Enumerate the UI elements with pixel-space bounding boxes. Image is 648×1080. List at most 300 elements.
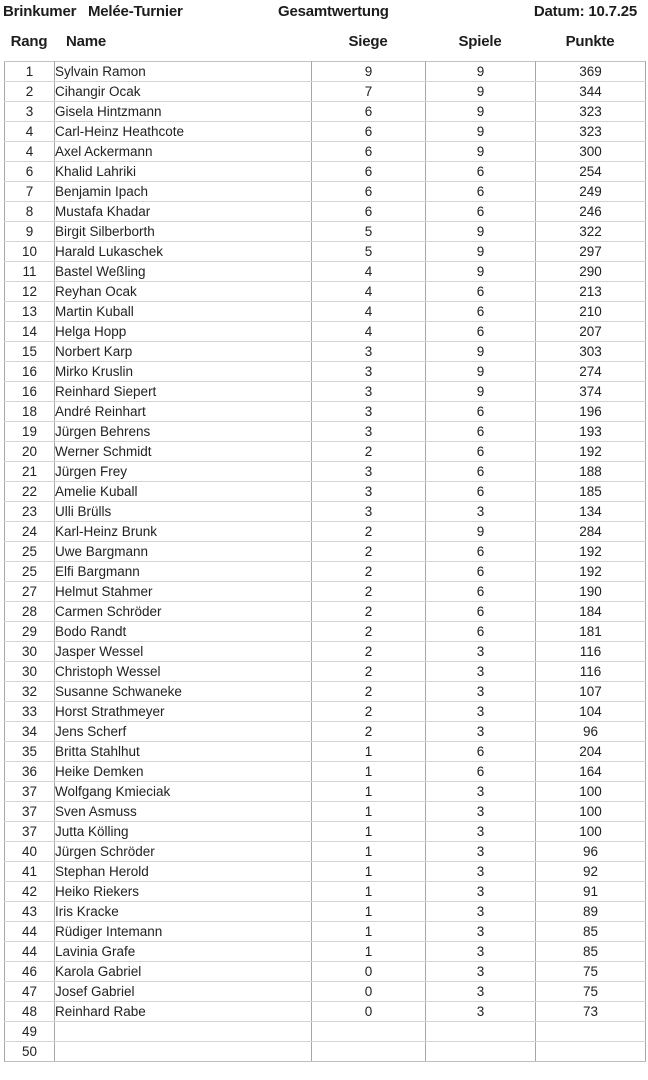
cell-name: Harald Lukaschek	[55, 242, 312, 262]
table-row	[5, 922, 646, 942]
cell-siege: 3	[312, 402, 426, 422]
cell-spiele: 6	[426, 622, 536, 642]
table-row	[5, 642, 646, 662]
cell-spiele: 6	[426, 282, 536, 302]
cell-spiele: 9	[426, 222, 536, 242]
sheet-title: Gesamtwertung	[278, 3, 389, 20]
cell-siege: 3	[312, 382, 426, 402]
cell-rang: 16	[5, 362, 55, 382]
cell-spiele: 3	[426, 722, 536, 742]
cell-spiele: 3	[426, 682, 536, 702]
cell-rang: 9	[5, 222, 55, 242]
cell-punkte: 107	[536, 682, 646, 702]
cell-rang: 34	[5, 722, 55, 742]
table-row	[5, 302, 646, 322]
cell-name: Mustafa Khadar	[55, 202, 312, 222]
cell-name: Martin Kuball	[55, 302, 312, 322]
cell-siege: 4	[312, 302, 426, 322]
cell-siege: 2	[312, 702, 426, 722]
cell-siege: 9	[312, 62, 426, 82]
cell-punkte: 192	[536, 562, 646, 582]
cell-spiele: 3	[426, 882, 536, 902]
cell-spiele: 3	[426, 1002, 536, 1022]
cell-name: Karl-Heinz Brunk	[55, 522, 312, 542]
cell-punkte: 274	[536, 362, 646, 382]
cell-name: Stephan Herold	[55, 862, 312, 882]
cell-spiele: 6	[426, 202, 536, 222]
cell-spiele	[426, 1042, 536, 1062]
cell-punkte: 249	[536, 182, 646, 202]
cell-spiele: 3	[426, 782, 536, 802]
cell-punkte: 196	[536, 402, 646, 422]
cell-rang: 44	[5, 942, 55, 962]
table-row	[5, 722, 646, 742]
cell-name: Sven Asmuss	[55, 802, 312, 822]
cell-siege: 3	[312, 482, 426, 502]
cell-spiele: 9	[426, 62, 536, 82]
cell-punkte: 284	[536, 522, 646, 542]
cell-siege: 5	[312, 242, 426, 262]
cell-siege: 1	[312, 882, 426, 902]
cell-siege	[312, 1042, 426, 1062]
cell-spiele: 6	[426, 482, 536, 502]
cell-punkte: 96	[536, 722, 646, 742]
cell-name: Gisela Hintzmann	[55, 102, 312, 122]
cell-name: Amelie Kuball	[55, 482, 312, 502]
cell-punkte: 184	[536, 602, 646, 622]
cell-rang: 19	[5, 422, 55, 442]
cell-punkte: 192	[536, 542, 646, 562]
cell-rang: 28	[5, 602, 55, 622]
cell-punkte: 246	[536, 202, 646, 222]
cell-siege: 4	[312, 262, 426, 282]
table-row	[5, 162, 646, 182]
cell-name: Carl-Heinz Heathcote	[55, 122, 312, 142]
cell-name: Khalid Lahriki	[55, 162, 312, 182]
cell-punkte: 322	[536, 222, 646, 242]
table-row	[5, 742, 646, 762]
table-row	[5, 802, 646, 822]
cell-spiele: 6	[426, 162, 536, 182]
cell-punkte: 254	[536, 162, 646, 182]
cell-rang: 4	[5, 122, 55, 142]
cell-rang: 29	[5, 622, 55, 642]
cell-spiele: 3	[426, 502, 536, 522]
cell-punkte: 290	[536, 262, 646, 282]
cell-spiele: 6	[426, 422, 536, 442]
cell-spiele: 6	[426, 562, 536, 582]
cell-name: Sylvain Ramon	[55, 62, 312, 82]
cell-siege: 0	[312, 1002, 426, 1022]
cell-rang: 33	[5, 702, 55, 722]
cell-rang: 21	[5, 462, 55, 482]
table-row	[5, 942, 646, 962]
cell-name: Cihangir Ocak	[55, 82, 312, 102]
cell-siege: 3	[312, 422, 426, 442]
table-row	[5, 242, 646, 262]
table-row	[5, 542, 646, 562]
cell-name: Jasper Wessel	[55, 642, 312, 662]
cell-spiele: 6	[426, 602, 536, 622]
standings-table	[4, 61, 646, 1062]
cell-rang: 24	[5, 522, 55, 542]
cell-name: Birgit Silberborth	[55, 222, 312, 242]
cell-siege: 3	[312, 342, 426, 362]
table-row	[5, 522, 646, 542]
cell-rang: 46	[5, 962, 55, 982]
cell-rang: 43	[5, 902, 55, 922]
cell-siege: 3	[312, 462, 426, 482]
cell-name: Uwe Bargmann	[55, 542, 312, 562]
cell-siege: 1	[312, 922, 426, 942]
cell-rang: 18	[5, 402, 55, 422]
cell-spiele: 9	[426, 242, 536, 262]
cell-name: Karola Gabriel	[55, 962, 312, 982]
cell-punkte: 134	[536, 502, 646, 522]
cell-name: Jürgen Behrens	[55, 422, 312, 442]
table-row	[5, 842, 646, 862]
cell-punkte: 300	[536, 142, 646, 162]
cell-punkte: 85	[536, 922, 646, 942]
table-row	[5, 82, 646, 102]
cell-punkte: 207	[536, 322, 646, 342]
cell-rang: 37	[5, 822, 55, 842]
cell-siege: 1	[312, 802, 426, 822]
cell-rang: 13	[5, 302, 55, 322]
cell-punkte: 213	[536, 282, 646, 302]
table-row	[5, 762, 646, 782]
table-row	[5, 282, 646, 302]
cell-spiele: 3	[426, 962, 536, 982]
table-row	[5, 902, 646, 922]
column-header-spiele: Spiele	[458, 33, 502, 50]
cell-spiele: 6	[426, 402, 536, 422]
cell-punkte: 100	[536, 782, 646, 802]
table-row	[5, 102, 646, 122]
cell-name: Josef Gabriel	[55, 982, 312, 1002]
cell-spiele: 9	[426, 82, 536, 102]
cell-punkte: 193	[536, 422, 646, 442]
cell-name: Ulli Brülls	[55, 502, 312, 522]
cell-name: Heiko Riekers	[55, 882, 312, 902]
cell-punkte: 100	[536, 802, 646, 822]
cell-name: Jürgen Frey	[55, 462, 312, 482]
table-row	[5, 262, 646, 282]
cell-spiele: 3	[426, 902, 536, 922]
cell-rang: 2	[5, 82, 55, 102]
table-row	[5, 202, 646, 222]
table-row	[5, 402, 646, 422]
cell-rang: 11	[5, 262, 55, 282]
cell-punkte: 96	[536, 842, 646, 862]
cell-punkte: 374	[536, 382, 646, 402]
cell-spiele: 6	[426, 182, 536, 202]
cell-punkte: 323	[536, 102, 646, 122]
cell-spiele: 3	[426, 862, 536, 882]
cell-siege	[312, 1022, 426, 1042]
cell-name: Christoph Wessel	[55, 662, 312, 682]
table-row	[5, 962, 646, 982]
cell-name	[55, 1042, 312, 1062]
cell-spiele	[426, 1022, 536, 1042]
table-row	[5, 322, 646, 342]
cell-punkte: 303	[536, 342, 646, 362]
table-row	[5, 782, 646, 802]
cell-punkte: 89	[536, 902, 646, 922]
cell-name: Norbert Karp	[55, 342, 312, 362]
cell-rang: 15	[5, 342, 55, 362]
cell-siege: 1	[312, 862, 426, 882]
cell-siege: 2	[312, 662, 426, 682]
cell-spiele: 6	[426, 302, 536, 322]
cell-siege: 1	[312, 762, 426, 782]
cell-name: Wolfgang Kmieciak	[55, 782, 312, 802]
cell-punkte: 85	[536, 942, 646, 962]
cell-rang: 37	[5, 802, 55, 822]
cell-siege: 2	[312, 522, 426, 542]
cell-punkte: 344	[536, 82, 646, 102]
cell-rang: 8	[5, 202, 55, 222]
cell-name: Lavinia Grafe	[55, 942, 312, 962]
cell-name: Horst Strathmeyer	[55, 702, 312, 722]
table-row	[5, 502, 646, 522]
cell-name: Jutta Kölling	[55, 822, 312, 842]
cell-siege: 1	[312, 902, 426, 922]
table-row	[5, 222, 646, 242]
cell-punkte: 185	[536, 482, 646, 502]
cell-name: Helmut Stahmer	[55, 582, 312, 602]
cell-punkte: 190	[536, 582, 646, 602]
cell-rang: 50	[5, 1042, 55, 1062]
date-label: Datum: 10.7.25	[533, 3, 637, 20]
cell-siege: 6	[312, 202, 426, 222]
cell-name: Helga Hopp	[55, 322, 312, 342]
cell-rang: 35	[5, 742, 55, 762]
cell-name: Werner Schmidt	[55, 442, 312, 462]
cell-rang: 7	[5, 182, 55, 202]
cell-punkte: 192	[536, 442, 646, 462]
cell-spiele: 3	[426, 662, 536, 682]
cell-punkte: 116	[536, 662, 646, 682]
table-row	[5, 362, 646, 382]
cell-spiele: 9	[426, 102, 536, 122]
table-row	[5, 822, 646, 842]
cell-siege: 4	[312, 322, 426, 342]
cell-name: Reyhan Ocak	[55, 282, 312, 302]
cell-spiele: 3	[426, 642, 536, 662]
cell-rang: 42	[5, 882, 55, 902]
cell-punkte	[536, 1042, 646, 1062]
cell-siege: 2	[312, 602, 426, 622]
cell-rang: 48	[5, 1002, 55, 1022]
cell-siege: 2	[312, 562, 426, 582]
cell-punkte: 204	[536, 742, 646, 762]
cell-name: Britta Stahlhut	[55, 742, 312, 762]
cell-rang: 16	[5, 382, 55, 402]
cell-rang: 20	[5, 442, 55, 462]
cell-spiele: 3	[426, 942, 536, 962]
cell-rang: 4	[5, 142, 55, 162]
cell-siege: 6	[312, 162, 426, 182]
cell-spiele: 6	[426, 762, 536, 782]
cell-rang: 3	[5, 102, 55, 122]
cell-spiele: 3	[426, 702, 536, 722]
cell-punkte: 75	[536, 962, 646, 982]
cell-rang: 41	[5, 862, 55, 882]
cell-spiele: 9	[426, 362, 536, 382]
cell-siege: 1	[312, 822, 426, 842]
cell-siege: 2	[312, 542, 426, 562]
table-row	[5, 582, 646, 602]
cell-spiele: 9	[426, 522, 536, 542]
cell-rang: 25	[5, 542, 55, 562]
cell-spiele: 6	[426, 742, 536, 762]
cell-siege: 4	[312, 282, 426, 302]
cell-spiele: 3	[426, 842, 536, 862]
cell-name: Jens Scherf	[55, 722, 312, 742]
cell-rang: 12	[5, 282, 55, 302]
table-row	[5, 662, 646, 682]
table-row	[5, 982, 646, 1002]
cell-rang: 1	[5, 62, 55, 82]
cell-spiele: 9	[426, 382, 536, 402]
cell-siege: 2	[312, 642, 426, 662]
cell-rang: 23	[5, 502, 55, 522]
cell-rang: 44	[5, 922, 55, 942]
cell-name: Mirko Kruslin	[55, 362, 312, 382]
table-row	[5, 182, 646, 202]
cell-siege: 2	[312, 722, 426, 742]
cell-punkte: 369	[536, 62, 646, 82]
cell-name: Bodo Randt	[55, 622, 312, 642]
tournament-name-part1: Brinkumer	[3, 3, 77, 20]
column-header-siege: Siege	[348, 33, 388, 50]
cell-spiele: 3	[426, 982, 536, 1002]
cell-siege: 5	[312, 222, 426, 242]
cell-spiele: 6	[426, 462, 536, 482]
cell-siege: 2	[312, 442, 426, 462]
cell-siege: 6	[312, 102, 426, 122]
cell-punkte: 164	[536, 762, 646, 782]
cell-punkte: 92	[536, 862, 646, 882]
cell-punkte: 181	[536, 622, 646, 642]
table-row	[5, 122, 646, 142]
column-header-rang: Rang	[10, 33, 48, 50]
cell-siege: 6	[312, 182, 426, 202]
cell-spiele: 6	[426, 322, 536, 342]
cell-name: Bastel Weßling	[55, 262, 312, 282]
tournament-name-part2: Melée-Turnier	[88, 3, 183, 20]
cell-siege: 3	[312, 502, 426, 522]
cell-rang: 6	[5, 162, 55, 182]
cell-rang: 32	[5, 682, 55, 702]
table-row	[5, 882, 646, 902]
cell-siege: 0	[312, 962, 426, 982]
cell-spiele: 3	[426, 822, 536, 842]
table-row	[5, 422, 646, 442]
cell-punkte: 297	[536, 242, 646, 262]
cell-punkte: 73	[536, 1002, 646, 1022]
cell-rang: 47	[5, 982, 55, 1002]
cell-spiele: 6	[426, 542, 536, 562]
cell-rang: 10	[5, 242, 55, 262]
cell-name: Elfi Bargmann	[55, 562, 312, 582]
cell-name: André Reinhart	[55, 402, 312, 422]
cell-rang: 36	[5, 762, 55, 782]
cell-name: Axel Ackermann	[55, 142, 312, 162]
cell-siege: 2	[312, 622, 426, 642]
cell-name: Iris Kracke	[55, 902, 312, 922]
table-row	[5, 142, 646, 162]
cell-siege: 1	[312, 842, 426, 862]
cell-siege: 7	[312, 82, 426, 102]
cell-rang: 27	[5, 582, 55, 602]
cell-name: Heike Demken	[55, 762, 312, 782]
cell-punkte: 116	[536, 642, 646, 662]
table-row	[5, 1022, 646, 1042]
cell-name: Carmen Schröder	[55, 602, 312, 622]
table-row	[5, 462, 646, 482]
cell-rang: 22	[5, 482, 55, 502]
cell-punkte: 100	[536, 822, 646, 842]
cell-name: Reinhard Rabe	[55, 1002, 312, 1022]
table-row	[5, 602, 646, 622]
table-row	[5, 562, 646, 582]
table-row	[5, 342, 646, 362]
table-row	[5, 1002, 646, 1022]
cell-siege: 2	[312, 682, 426, 702]
cell-punkte: 188	[536, 462, 646, 482]
cell-siege: 3	[312, 362, 426, 382]
cell-spiele: 9	[426, 122, 536, 142]
cell-spiele: 9	[426, 142, 536, 162]
table-row	[5, 862, 646, 882]
cell-siege: 6	[312, 122, 426, 142]
cell-spiele: 3	[426, 802, 536, 822]
cell-siege: 1	[312, 782, 426, 802]
cell-rang: 30	[5, 642, 55, 662]
cell-rang: 14	[5, 322, 55, 342]
cell-punkte	[536, 1022, 646, 1042]
table-row	[5, 682, 646, 702]
cell-name: Jürgen Schröder	[55, 842, 312, 862]
cell-punkte: 323	[536, 122, 646, 142]
column-header-name: Name	[66, 33, 107, 50]
cell-spiele: 6	[426, 442, 536, 462]
cell-punkte: 75	[536, 982, 646, 1002]
cell-siege: 6	[312, 142, 426, 162]
cell-name: Susanne Schwaneke	[55, 682, 312, 702]
cell-name: Reinhard Siepert	[55, 382, 312, 402]
table-row	[5, 442, 646, 462]
cell-punkte: 210	[536, 302, 646, 322]
cell-punkte: 104	[536, 702, 646, 722]
cell-punkte: 91	[536, 882, 646, 902]
cell-spiele: 3	[426, 922, 536, 942]
cell-name: Benjamin Ipach	[55, 182, 312, 202]
cell-spiele: 6	[426, 582, 536, 602]
cell-rang: 49	[5, 1022, 55, 1042]
table-row	[5, 1042, 646, 1062]
cell-siege: 1	[312, 742, 426, 762]
column-header-punkte: Punkte	[565, 33, 615, 50]
cell-rang: 25	[5, 562, 55, 582]
table-row	[5, 482, 646, 502]
table-row	[5, 382, 646, 402]
cell-spiele: 9	[426, 342, 536, 362]
table-row	[5, 62, 646, 82]
cell-rang: 40	[5, 842, 55, 862]
